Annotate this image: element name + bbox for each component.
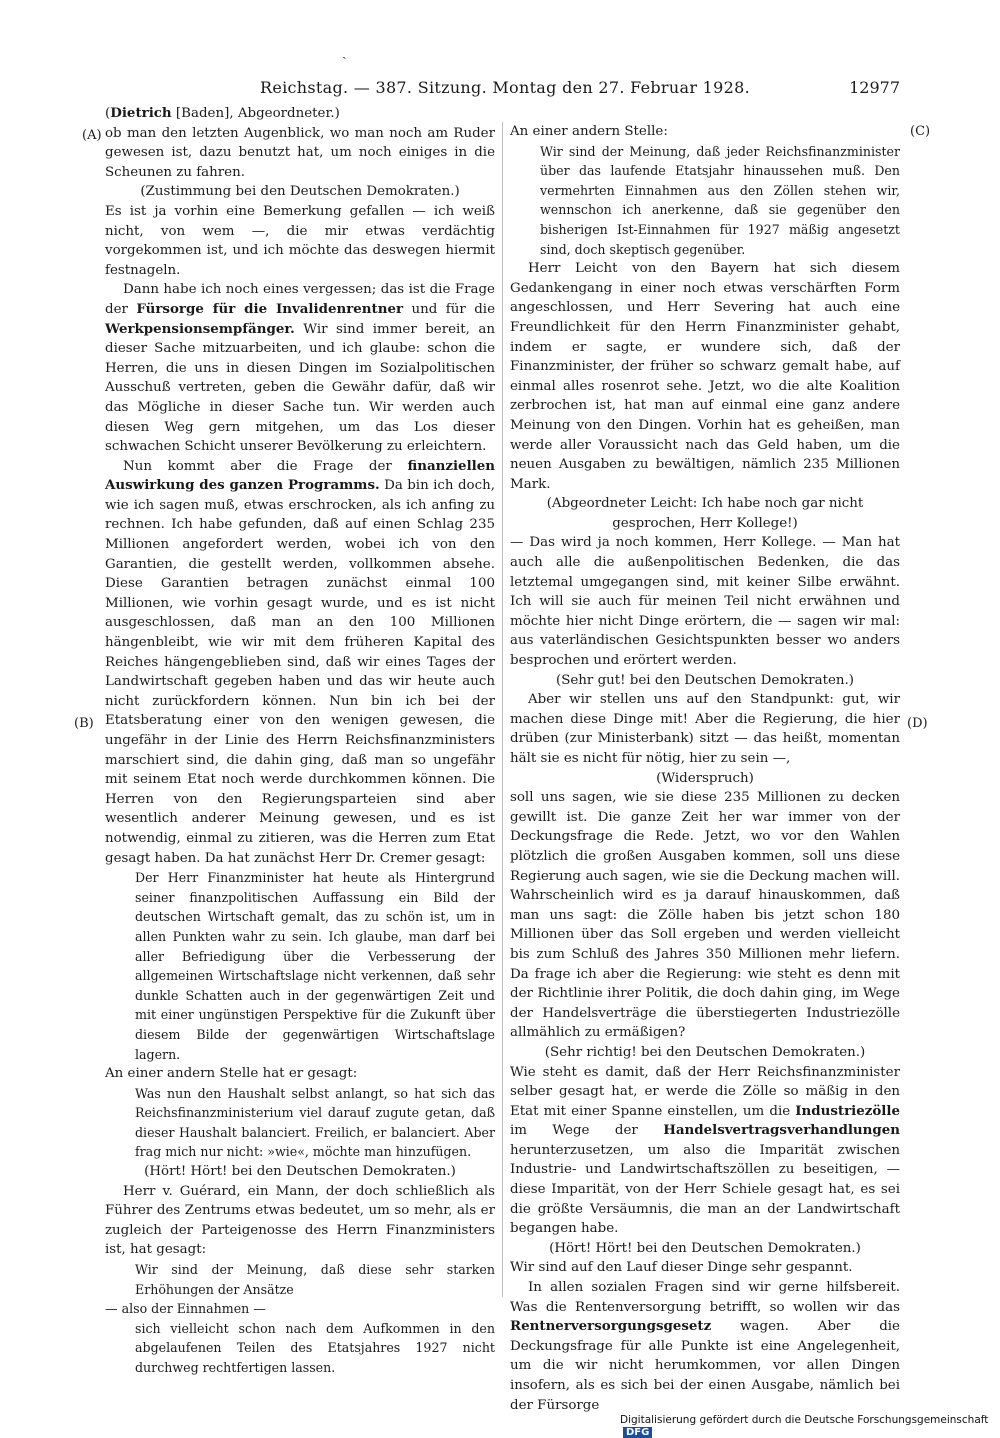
right-paragraph: In allen sozialen Fragen sind wir gerne hilfsbereit. Was die Rentenversorgung betrifft, so wollen wir das Rentnerversorgungsgesetz wagen. Aber die Deckungsfrage für alle Punkte ist eine Angelegenheit, um die wir nicht herumkommen, vor allen Dingen insofern, als es sich bei der einen Ausgabe, nämlich bei der Fürsorge xyxy=(510,1280,900,1413)
margin-marker-b: (B) xyxy=(74,716,94,731)
right-paragraph: (Widerspruch) xyxy=(656,770,754,786)
left-paragraph: Dann habe ich noch eines vergessen; das ist die Frage der Fürsorge für die Invalidenrentner und für die Werkpensionsempfänger. Wir sind immer bereit, an dieser Sache mitzuarbeiten, und ich glaube: schon die Herren, die uns in diesen Dingen im Sozialpolitischen Ausschuß vertreten, geben die Gewähr dafür, daß wir das Mögliche in dieser Sache tun. Wir werden auch diesen Weg gern mitgehen, um das Los dieser schwachen Schicht unserer Bevölkerung zu erleichtern. xyxy=(105,282,496,455)
left-paragraph: Was nun den Haushalt selbst anlangt, so hat sich das Reichsfinanzministerium viel darauf zugute getan, daß dieser Haushalt balanciert. Freilich, er balanciert. Aber frag mich nur nicht: »wie«, möchte man hinzufügen. xyxy=(135,1085,495,1160)
margin-marker-a: (A) xyxy=(82,128,102,143)
print-mark: ˎ xyxy=(342,44,347,60)
margin-marker-d: (D) xyxy=(907,716,928,731)
header-text: Reichstag. — 387. Sitzung. Montag den 27. Februar 1928. xyxy=(260,78,750,97)
right-paragraph: (Sehr richtig! bei den Deutschen Demokraten.) xyxy=(544,1044,866,1060)
left-paragraph: Nun kommt aber die Frage der finanziellen Auswirkung des ganzen Programms. Da bin ich doch, wie ich sagen muß, etwas erschrocken, als ich anfing zu rechnen. Ich habe gefunden, daß auf einen Schlag 235 Millionen angefordert werden, wobei ich von den Garantien, die gestellt werden, vollkommen absehe. Diese Garantien betragen zunächst einmal 100 Millionen, wie vorhin gesagt wurde, und es ist nicht ausgeschlossen, daß man an den 100 Millionen hängenbleibt, wie wir mit dem früheren Kapital des Reiches hängengeblieben sind, daß wir eines Tages der Landwirtschaft gegeben haben und das wir heute auch nicht zurückfordern können. Nun bin ich bei der Etatsberatung einer von den wenigen gewesen, die ungefähr in der Linie des Herrn Reichsfinanzministers marschiert sind, die dahin ging, daß man so ungefähr mit seinem Etat noch werde durchkommen können. Die Herren von den Regierungsparteien sind aber wesentlich anderer Meinung gewesen, und es ist notwendig, einmal zu zitieren, was die Herren zum Etat gesagt haben. Da hat zunächst Herr Dr. Cremer gesagt: xyxy=(105,457,495,866)
right-paragraph: Wir sind der Meinung, daß jeder Reichsfinanzminister über das laufende Etatsjahr hinaussehen muß. Den vermehrten Einnahmen aus den Zöllen stehen wir, wennschon ich anerkenne, daß sie gegenüber den bisherigen Ist-Einnahmen für 1927 mäßig angesetzt sind, doch skeptisch gegenüber. xyxy=(540,143,900,257)
left-paragraph: An einer andern Stelle hat er gesagt: xyxy=(105,1066,358,1082)
left-paragraph: Herr v. Guérard, ein Mann, der doch schließlich als Führer des Zentrums etwas bedeutet, um so mehr, als er zugleich der Parteigenosse des Herrn Finanzministers ist, hat gesagt: xyxy=(105,1183,495,1258)
page-header xyxy=(100,78,900,100)
right-paragraph: — Das wird ja noch kommen, Herr Kollege. — Man hat auch alle die außenpolitischen Bedenken, die das letztemal umgegangen sind, mit keiner Silbe erwähnt. Ich will sie auch für meinen Teil nicht erwähnen und möchte hier nicht Dinge erörtern, die — sagen wir mal: aus vaterländischen Gesichtspunkten besser wo anders besprochen und erörtert werden. xyxy=(510,535,900,669)
column-divider xyxy=(502,122,503,1297)
right-paragraph: Wir sind auf den Lauf dieser Dinge sehr gespannt. xyxy=(510,1260,853,1276)
left-paragraph: (Dietrich [Baden], Abgeordneter.) xyxy=(105,105,340,121)
right-paragraph: (Hört! Hört! bei den Deutschen Demokraten.) xyxy=(549,1240,861,1256)
right-paragraph: (Abgeordneter Leicht: Ich habe noch gar nicht gesprochen, Herr Kollege!) xyxy=(546,496,864,531)
footer-text: Digitalisierung gefördert durch die Deutsche Forschungsgemeinschaft xyxy=(620,1414,989,1426)
left-paragraph: Wir sind der Meinung, daß diese sehr starken Erhöhungen der Ansätze xyxy=(135,1262,495,1297)
right-column xyxy=(510,122,900,1415)
right-paragraph: Wie steht es damit, daß der Herr Reichsfinanzminister selber gesagt hat, er werde die Zölle so mäßig in den Etat mit einer Spanne einstellen, um die Industriezölle im Wege der Handelsvertragsverhandlungen herunterzusetzen, um also die Imparität zwischen Industrie- und Landwirtschaftszöllen zu beseitigen, — diese Imparität, von der Herr Schiele gesagt hat, es sei die größte Versäumnis, die man an der Landwirtschaft begangen habe. xyxy=(510,1064,900,1237)
right-paragraph: soll uns sagen, wie sie diese 235 Millionen zu decken gewillt ist. Die ganze Zeit her war immer von der Deckungsfrage die Rede. Jetzt, wo vor den Wahlen plötzlich die großen Ausgaben kommen, soll uns diese Regierung auch sagen, wie sie die Deckung machen will. Wahrscheinlich wird es ja darauf hinauskommen, daß man uns sagt: die Zölle haben bis jetzt schon 180 Millionen über das Soll ergeben und werden vielleicht bis zum Schluß des Jahres 350 Millionen mehr liefern. Da frage ich aber die Regierung: wie steht es denn mit der Richtlinie ihrer Politik, die doch dahin ging, im Wege der Handelsverträge die überstiegerten Industriezölle allmählich zu ermäßigen? xyxy=(510,790,900,1041)
left-paragraph: (Hört! Hört! bei den Deutschen Demokraten.) xyxy=(144,1164,456,1180)
footer xyxy=(620,1414,1000,1438)
dfg-logo: DFG xyxy=(623,1427,652,1438)
left-paragraph: (Zustimmung bei den Deutschen Demokraten.) xyxy=(140,184,460,200)
right-paragraph: An einer andern Stelle: xyxy=(510,124,668,139)
left-paragraph: Es ist ja vorhin eine Bemerkung gefallen — ich weiß nicht, von wem —, die mir etwas verdächtig vorgekommen ist, und ich möchte das deswegen hiermit festnageln. xyxy=(105,203,495,278)
left-paragraph: sich vielleicht schon nach dem Aufkommen in den abgelaufenen Teilen des Etatsjahres 1927 nicht durchweg rechtfertigen lassen. xyxy=(135,1320,495,1375)
page-number: 12977 xyxy=(849,78,900,97)
margin-marker-c: (C) xyxy=(910,124,931,139)
right-paragraph: Aber wir stellen uns auf den Standpunkt: gut, wir machen diese Dinge mit! Aber die Regierung, die hier drüben (zur Ministerbank) sitzt — das heißt, momentan hält sie es nicht für nötig, hier zu sein —, xyxy=(510,692,900,766)
right-paragraph: (Sehr gut! bei den Deutschen Demokraten.) xyxy=(555,672,855,688)
left-paragraph: Der Herr Finanzminister hat heute als Hintergrund seiner finanzpolitischen Auffassung ein Bild der deutschen Wirtschaft gemalt, das zu schön ist, um in allen Punkten wahr zu sein. Ich glaube, man darf bei aller Befriedigung über die Verbesserung der allgemeinen Wirtschaftslage nicht verkennen, daß sehr dunkle Schatten auch in der gegenwärtigen Zeit und mit einer ungünstigen Perspektive für die Zukunft über diesem Bilde der gegenwärtigen Wirtschaftslage lagern. xyxy=(135,870,495,1062)
left-column xyxy=(105,104,495,1378)
right-paragraph: Herr Leicht von den Bayern hat sich diesem Gedankengang in einer noch etwas verschärften Form angeschlossen, und Herr Severing hat auch eine Freundlichkeit für den Herrn Finanzminister gehabt, indem er sagte, er wundere sich, daß der Finanzminister, der früher so schwarz gemalt habe, auf einmal alles rosenrot sehe. Jetzt, wo die alte Koalition zerbrochen ist, hat man auf einmal eine ganz andere Meinung von den Dingen. Vorhin hat es geheißen, man werde aller Voraussicht nach das Geld haben, um die neuen Ausgaben zu bewältigen, nämlich 235 Millionen Mark. xyxy=(510,261,900,492)
left-paragraph: ob man den letzten Augenblick, wo man noch am Ruder gewesen ist, dazu benutzt hat, um noch einiges in die Scheunen zu fahren. xyxy=(105,125,495,180)
left-paragraph: — also der Einnahmen — xyxy=(105,1301,266,1317)
